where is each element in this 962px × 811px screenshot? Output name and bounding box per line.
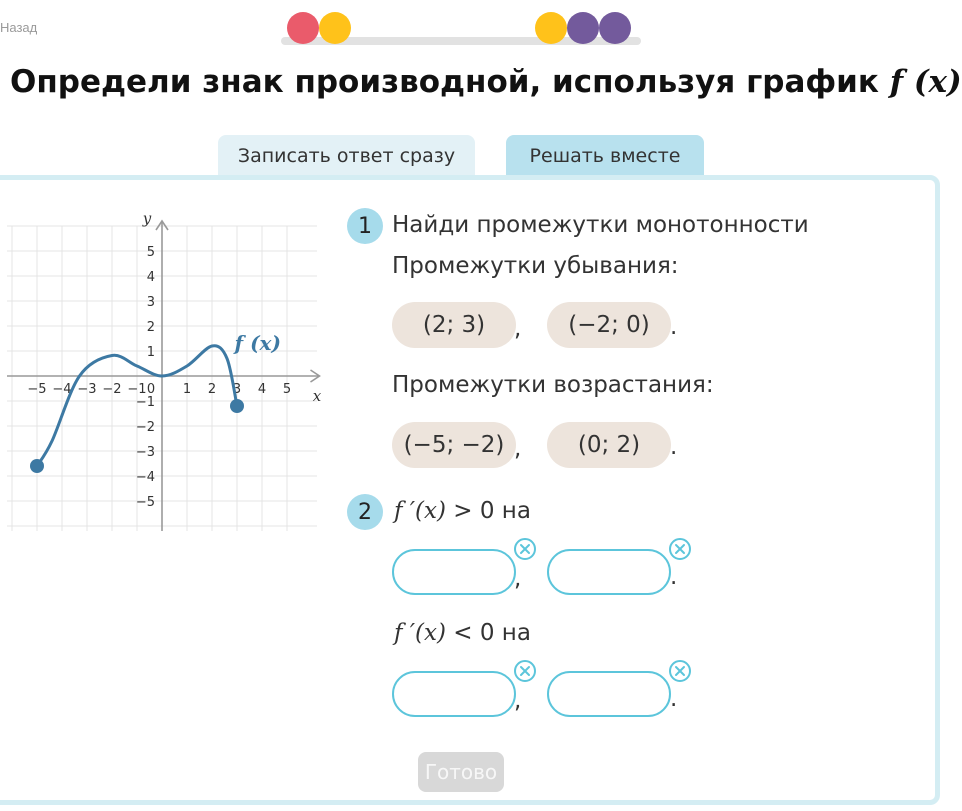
condition-operator: < 0 (445, 620, 495, 646)
x-tick-label: 1 (182, 382, 192, 397)
comma: , (514, 316, 522, 342)
progress-dot (535, 12, 567, 44)
y-tick-label: 1 (146, 345, 155, 360)
page-title (10, 64, 962, 100)
decreasing-interval-chip: (2; 3) (392, 302, 516, 348)
condition-operator: > 0 (445, 498, 495, 524)
x-tick-label: −1 (127, 382, 147, 397)
progress-dot (599, 12, 631, 44)
page-title-text: Определи знак производной, используя график (10, 64, 890, 100)
y-tick-label: −1 (135, 395, 155, 410)
increasing-interval-chip: (−5; −2) (392, 422, 516, 468)
function-label: f (x) (234, 330, 281, 355)
x-tick-label: 4 (257, 382, 267, 397)
period: . (670, 314, 678, 340)
y-tick-label: 3 (146, 295, 155, 310)
y-axis-label: y (142, 209, 152, 228)
condition-suffix: на (494, 620, 531, 646)
x-tick-label: 3 (232, 382, 242, 397)
y-tick-label: 5 (146, 245, 155, 260)
tab-write-answer[interactable]: Записать ответ сразу (218, 135, 475, 177)
y-tick-label: 2 (146, 320, 155, 335)
progress-dot (567, 12, 599, 44)
comma: , (514, 688, 522, 714)
y-tick-label: −5 (135, 495, 155, 510)
negative-interval-input-2[interactable] (547, 671, 671, 717)
y-tick-label: −2 (135, 420, 155, 435)
progress-dot (319, 12, 351, 44)
positive-derivative-condition (394, 498, 531, 524)
x-axis-label: x (312, 387, 322, 405)
step-number-1: 1 (347, 208, 383, 244)
close-circle-icon[interactable] (513, 537, 537, 561)
decreasing-label: Промежутки убывания: (392, 253, 679, 279)
step-number-2: 2 (347, 494, 383, 530)
y-tick-label: −3 (135, 445, 155, 460)
x-tick-label: 0 (146, 382, 156, 397)
comma: , (514, 436, 522, 462)
positive-interval-input-1[interactable] (392, 549, 516, 595)
period: . (670, 434, 678, 460)
close-circle-icon[interactable] (668, 659, 692, 683)
x-tick-label: −3 (77, 382, 97, 397)
page-title-function: f (x) (889, 64, 962, 100)
increasing-interval-chip: (0; 2) (547, 422, 671, 468)
curve-endpoint (30, 459, 44, 473)
x-tick-label: 2 (207, 382, 217, 397)
y-tick-label: −4 (135, 470, 155, 485)
x-tick-label: −4 (52, 382, 72, 397)
condition-suffix: на (494, 498, 531, 524)
close-circle-icon[interactable] (513, 659, 537, 683)
close-circle-icon[interactable] (668, 537, 692, 561)
x-tick-label: −2 (102, 382, 122, 397)
tab-solve-together[interactable]: Решать вместе (506, 135, 704, 177)
positive-interval-input-2[interactable] (547, 549, 671, 595)
comma: , (514, 566, 522, 592)
negative-interval-input-1[interactable] (392, 671, 516, 717)
progress-dot (287, 12, 319, 44)
curve-endpoint (230, 399, 244, 413)
done-button[interactable]: Готово (418, 752, 504, 792)
fprime-label: f ′(x) (394, 620, 446, 646)
negative-derivative-condition (394, 620, 531, 646)
period: . (670, 564, 678, 590)
x-tick-label: −5 (27, 382, 47, 397)
period: . (670, 686, 678, 712)
fprime-label: f ′(x) (394, 498, 446, 524)
back-link[interactable]: Назад (0, 20, 38, 35)
x-tick-label: 5 (282, 382, 292, 397)
increasing-label: Промежутки возрастания: (392, 372, 714, 398)
decreasing-interval-chip: (−2; 0) (547, 302, 671, 348)
function-graph (0, 210, 330, 540)
step1-heading: Найди промежутки монотонности (392, 212, 809, 238)
y-tick-label: 4 (146, 270, 155, 285)
